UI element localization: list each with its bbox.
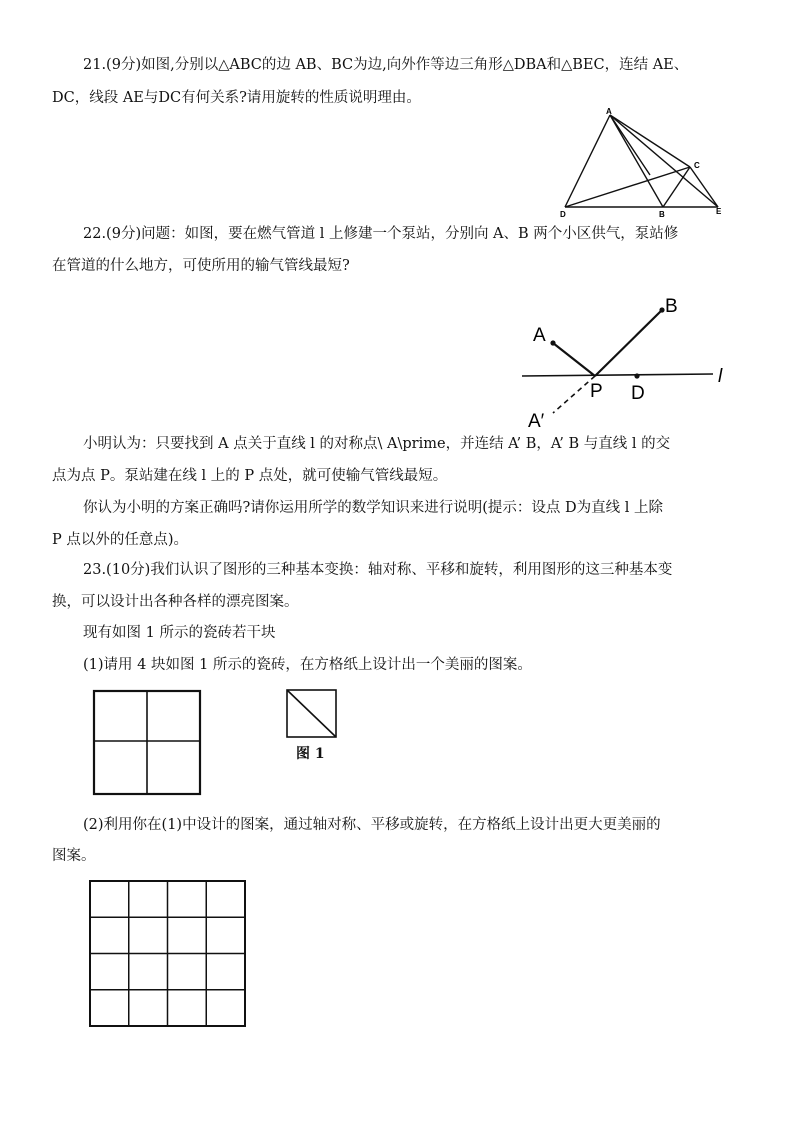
q23-fig1-tile — [284, 688, 340, 740]
q22-label-p: P — [590, 381, 603, 402]
q22-label-l: l — [718, 366, 723, 387]
q22-label-a-prime: A′ — [528, 411, 545, 432]
q22-xiaoming-line2: 点为点 P。泵站建在线 l 上的 P 点处，就可使输气管线最短。 — [52, 468, 448, 484]
q22-pipeline-figure — [515, 290, 745, 435]
q22-text-line1: 22.(9分)问题：如图，要在燃气管道 l 上修建一个泵站，分别向 A、B 两个小区供气，泵站修 — [83, 226, 679, 242]
q23-part2-line1: (2)利用你在(1)中设计的图案，通过轴对称、平移或旋转，在方格纸上设计出更大更美丽的 — [83, 817, 661, 833]
q21-triangle-figure — [555, 105, 735, 220]
q21-label-d: D — [560, 210, 566, 219]
q21-label-e: E — [716, 207, 722, 216]
q21-label-a: A — [606, 107, 612, 116]
q22-xiaoming-line1: 小明认为：只要找到 A 点关于直线 l 的对称点\ A\prime，并连结 A’ B，A’ B 与直线 l 的交 — [83, 436, 671, 452]
q22-text-line2: 在管道的什么地方，可使所用的输气管线最短? — [52, 258, 350, 274]
q22-label-b: B — [665, 296, 678, 317]
q23-fig1-caption: 图 1 — [296, 746, 325, 762]
q21-text-line2: DC，线段 AE与DC有何关系?请用旋转的性质说明理由。 — [52, 90, 421, 106]
q22-label-a: A — [533, 325, 546, 346]
q22-ask-line1: 你认为小明的方案正确吗?请你运用所学的数学知识来进行说明(提示：设点 D为直线 l 上除 — [83, 500, 664, 516]
q22-label-d: D — [631, 383, 645, 404]
q22-ask-line2: P 点以外的任意点)。 — [52, 532, 189, 548]
q23-grid-4x4 — [87, 878, 249, 1030]
q23-part2-line2: 图案。 — [52, 848, 96, 864]
q23-text-line3: 现有如图 1 所示的瓷砖若干块 — [83, 625, 276, 641]
q23-text-line1: 23.(10分)我们认识了图形的三种基本变换：轴对称、平移和旋转，利用图形的这三种基本变 — [83, 562, 673, 578]
q21-label-c: C — [694, 161, 700, 170]
q23-text-line2: 换，可以设计出各种各样的漂亮图案。 — [52, 594, 299, 610]
q21-text-line1: 21.(9分)如图,分别以△ABC的边 AB、BC为边,向外作等边三角形△DBA和△BEC，连结 AE、 — [83, 57, 689, 73]
q23-part1: (1)请用 4 块如图 1 所示的瓷砖，在方格纸上设计出一个美丽的图案。 — [83, 657, 532, 673]
q21-label-b: B — [659, 210, 665, 219]
q23-grid-2x2 — [90, 688, 205, 798]
